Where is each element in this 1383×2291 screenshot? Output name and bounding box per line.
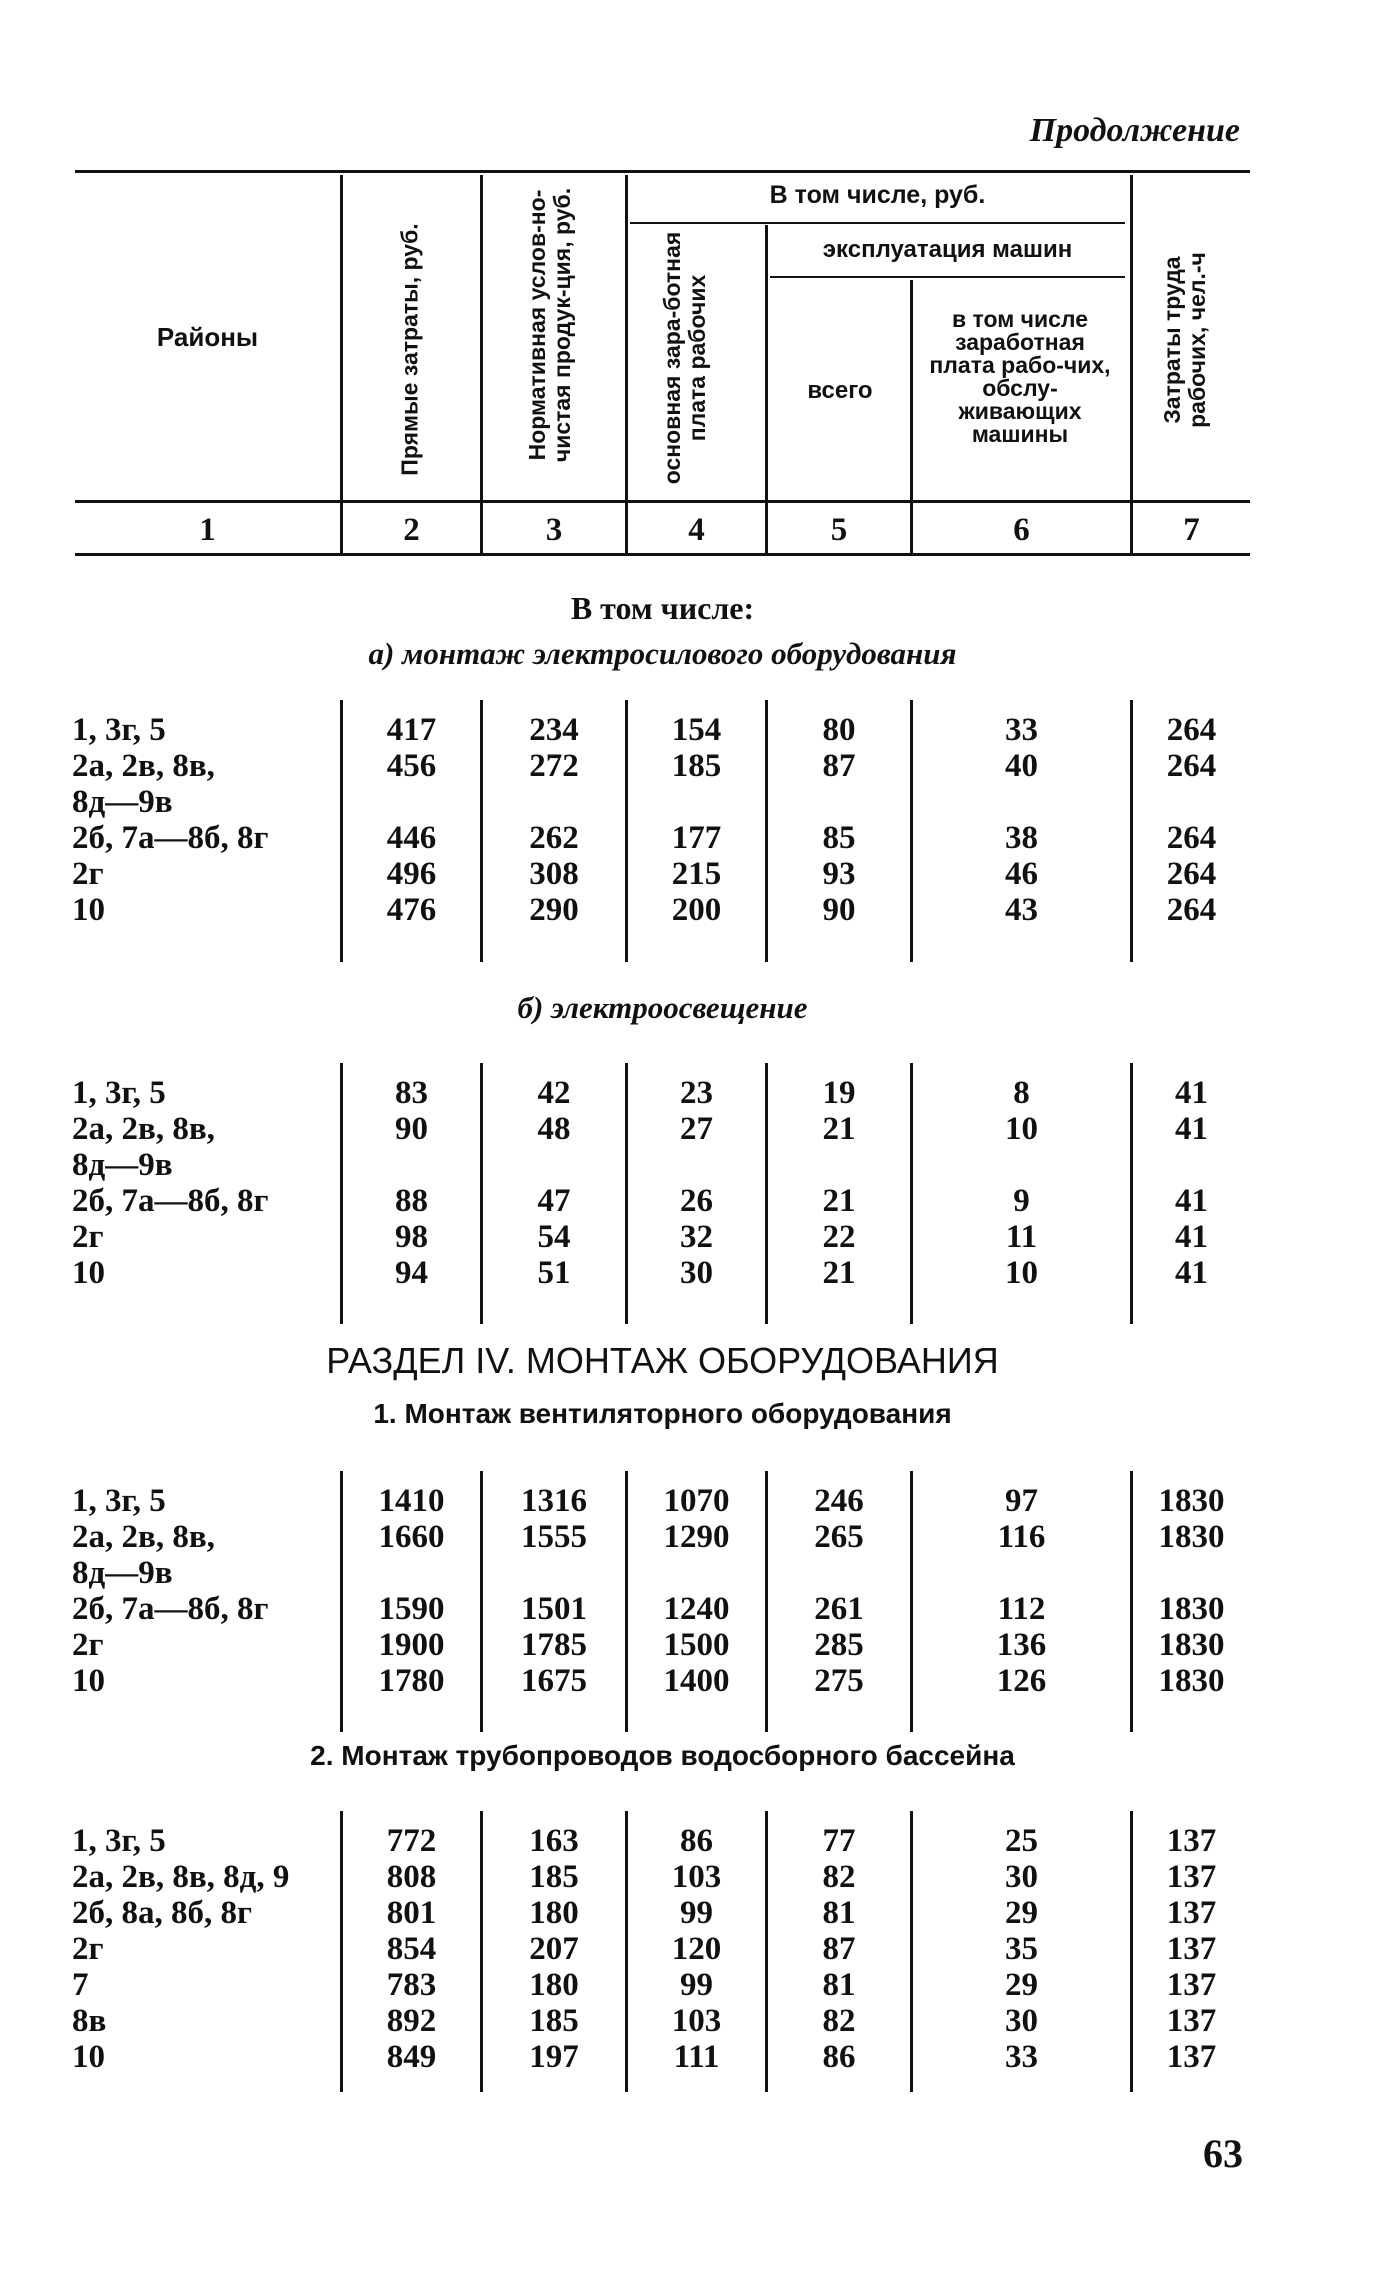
district-label <box>72 1663 342 1699</box>
section-iv-title: РАЗДЕЛ IV. МОНТАЖ ОБОРУДОВАНИЯ <box>326 1340 999 1381</box>
table-cell: 1780 <box>378 1663 445 1699</box>
table-cell: 496 <box>386 856 437 892</box>
table-cell: 8 <box>1013 1075 1030 1111</box>
table-cell: 264 <box>1166 820 1217 856</box>
district-label <box>72 1219 342 1255</box>
table-cell: 41 <box>1175 1111 1208 1147</box>
table-cell: 185 <box>671 748 722 784</box>
district-label-line: 10 <box>72 2039 105 2075</box>
col-districts-header: Районы <box>156 322 259 352</box>
col-number: 4 <box>688 512 705 548</box>
header-vrule <box>625 175 628 555</box>
table-cell: 54 <box>537 1219 571 1255</box>
district-label <box>72 2039 342 2075</box>
table-cell: 308 <box>529 856 579 892</box>
table-cell: 41 <box>1175 1075 1208 1111</box>
district-label <box>72 1519 342 1591</box>
header-vrule <box>1130 175 1133 555</box>
group-machines-rule <box>770 276 1125 278</box>
district-label-line: 10 <box>72 892 105 928</box>
district-label-line: 1, 3г, 5 <box>72 712 166 748</box>
table-cell: 120 <box>671 1931 722 1967</box>
table-cell: 30 <box>1005 2003 1038 2039</box>
table-cell: 32 <box>680 1219 713 1255</box>
header-mid-rule <box>75 500 1250 503</box>
table-cell: 10 <box>1005 1255 1038 1291</box>
table-cell: 48 <box>537 1111 571 1147</box>
table-cell: 185 <box>529 2003 579 2039</box>
district-label-line: 10 <box>72 1663 105 1699</box>
table-cell: 180 <box>529 1895 579 1931</box>
col-net-product-header: Нормативная услов-но-чистая продук-ция, руб. <box>524 187 575 463</box>
table-cell: 783 <box>386 1967 437 2003</box>
table-cell: 1290 <box>663 1519 730 1555</box>
district-label-line: 8в <box>72 2003 107 2039</box>
table-cell: 262 <box>529 820 579 856</box>
table-cell: 275 <box>814 1663 864 1699</box>
district-label-line: 2а, 2в, 8в, <box>72 748 215 784</box>
table-cell: 285 <box>814 1627 864 1663</box>
table-cell: 246 <box>814 1483 864 1519</box>
table-cell: 154 <box>671 712 722 748</box>
table-cell: 476 <box>386 892 437 928</box>
table-cell: 30 <box>1005 1859 1038 1895</box>
table-cell: 137 <box>1166 2039 1217 2075</box>
district-label-line: 1, 3г, 5 <box>72 1823 166 1859</box>
table-cell: 137 <box>1166 1859 1217 1895</box>
table-cell: 1660 <box>378 1519 445 1555</box>
table-cell: 1555 <box>521 1519 587 1555</box>
table-cell: 1501 <box>521 1591 587 1627</box>
table-cell: 1500 <box>663 1627 730 1663</box>
district-label <box>72 892 342 928</box>
district-label-line: 2а, 2в, 8в, <box>72 1519 215 1555</box>
table-cell: 265 <box>814 1519 864 1555</box>
table-cell: 1675 <box>521 1663 587 1699</box>
table-cell: 1830 <box>1158 1591 1225 1627</box>
table-cell: 1400 <box>663 1663 730 1699</box>
table-cell: 82 <box>822 2003 856 2039</box>
district-label-line: 2а, 2в, 8в, <box>72 1111 215 1147</box>
table-cell: 137 <box>1166 1931 1217 1967</box>
table-cell: 137 <box>1166 2003 1217 2039</box>
district-label <box>72 1483 342 1519</box>
table-cell: 215 <box>671 856 722 892</box>
table-cell: 126 <box>996 1663 1047 1699</box>
table-cell: 41 <box>1175 1255 1208 1291</box>
table-cell: 180 <box>529 1967 579 2003</box>
table-cell: 38 <box>1005 820 1038 856</box>
table-cell: 25 <box>1005 1823 1038 1859</box>
group-machine-operation-header: эксплуатация машин <box>822 236 1073 263</box>
table-cell: 90 <box>822 892 856 928</box>
col-number: 1 <box>199 512 216 548</box>
district-label <box>72 1895 342 1931</box>
group-top-rule <box>630 222 1125 224</box>
table-cell: 29 <box>1005 1967 1038 2003</box>
district-label-line: 2б, 7а—8б, 8г <box>72 820 269 856</box>
district-label-line: 2б, 7а—8б, 8г <box>72 1591 269 1627</box>
table-cell: 30 <box>680 1255 713 1291</box>
table-cell: 40 <box>1005 748 1038 784</box>
district-label <box>72 1183 342 1219</box>
table-cell: 849 <box>386 2039 437 2075</box>
col-number: 3 <box>545 512 563 548</box>
table-cell: 22 <box>822 1219 856 1255</box>
table-cell: 86 <box>680 1823 713 1859</box>
district-label <box>72 712 342 748</box>
district-label-line: 7 <box>72 1967 89 2003</box>
table-cell: 1240 <box>663 1591 730 1627</box>
table-cell: 94 <box>395 1255 428 1291</box>
table-cell: 42 <box>537 1075 571 1111</box>
table-cell: 272 <box>529 748 579 784</box>
group-included-header: В том числе, руб. <box>769 181 986 209</box>
table-cell: 103 <box>671 2003 722 2039</box>
section-a-title: а) монтаж электросилового оборудования <box>368 636 957 671</box>
table-cell: 1410 <box>378 1483 445 1519</box>
table-cell: 1785 <box>521 1627 587 1663</box>
table-cell: 47 <box>537 1183 571 1219</box>
table-cell: 83 <box>395 1075 428 1111</box>
district-label <box>72 1627 342 1663</box>
table-cell: 87 <box>822 1931 856 1967</box>
district-label-line: 2а, 2в, 8в, 8д, 9 <box>72 1859 290 1895</box>
table-cell: 177 <box>671 820 722 856</box>
district-label-line: 2г <box>72 1627 104 1663</box>
district-label-line: 10 <box>72 1255 105 1291</box>
district-label-line: 8д—9в <box>72 784 173 820</box>
col-number: 7 <box>1183 512 1200 548</box>
header-bottom-rule <box>75 553 1250 556</box>
page-number: 63 <box>1203 2131 1243 2176</box>
table-cell: 1830 <box>1158 1519 1225 1555</box>
table-cell: 97 <box>1005 1483 1038 1519</box>
table-cell: 21 <box>822 1183 856 1219</box>
table-cell: 261 <box>814 1591 864 1627</box>
district-label <box>72 1111 342 1183</box>
district-label-line: 8д—9в <box>72 1147 173 1183</box>
col-number: 5 <box>830 512 848 548</box>
district-label-line: 2б, 8а, 8б, 8г <box>72 1895 252 1931</box>
district-label <box>72 1255 342 1291</box>
col-total-header: всего <box>807 377 873 404</box>
table-cell: 80 <box>822 712 856 748</box>
table-cell: 21 <box>822 1111 856 1147</box>
section-b-title: б) электроосвещение <box>517 990 808 1025</box>
district-label <box>72 1967 342 2003</box>
table-cell: 1830 <box>1158 1627 1225 1663</box>
district-label <box>72 1931 342 1967</box>
district-label-line: 2г <box>72 1219 104 1255</box>
table-cell: 137 <box>1166 1967 1217 2003</box>
table-cell: 26 <box>680 1183 713 1219</box>
district-label <box>72 856 342 892</box>
district-label <box>72 2003 342 2039</box>
table-cell: 81 <box>822 1967 856 2003</box>
header-vrule <box>765 225 768 555</box>
table-cell: 137 <box>1166 1895 1217 1931</box>
table-cell: 81 <box>822 1895 856 1931</box>
table-cell: 137 <box>1166 1823 1217 1859</box>
table-cell: 801 <box>386 1895 437 1931</box>
col-base-wage-header: основная зара-ботная плата рабочих <box>659 231 710 485</box>
header-vrule <box>480 175 483 555</box>
col-direct-costs-header: Прямые затраты, руб. <box>396 223 423 476</box>
district-label <box>72 820 342 856</box>
col-operator-wage-header: в том числе заработная плата рабо-чих, обслу-живающих машины <box>929 306 1111 447</box>
table-cell: 51 <box>537 1255 571 1291</box>
district-label-line: 8д—9в <box>72 1555 173 1591</box>
table-cell: 11 <box>1005 1219 1038 1255</box>
header-vrule <box>340 175 343 555</box>
table-cell: 264 <box>1166 856 1217 892</box>
table-cell: 808 <box>386 1859 437 1895</box>
table-cell: 290 <box>529 892 579 928</box>
table-cell: 87 <box>822 748 856 784</box>
col-number: 2 <box>403 512 420 548</box>
table-cell: 41 <box>1175 1219 1208 1255</box>
table-cell: 185 <box>529 1859 579 1895</box>
district-label <box>72 748 342 820</box>
table-cell: 35 <box>1005 1931 1038 1967</box>
table-cell: 98 <box>395 1219 428 1255</box>
table-cell: 163 <box>529 1823 579 1859</box>
col-number: 6 <box>1013 512 1030 548</box>
table-cell: 417 <box>386 712 437 748</box>
table-cell: 234 <box>529 712 579 748</box>
table-cell: 19 <box>822 1075 856 1111</box>
district-label <box>72 1859 342 1895</box>
table-cell: 46 <box>1005 856 1038 892</box>
table-cell: 103 <box>671 1859 722 1895</box>
table-cell: 99 <box>680 1967 713 2003</box>
table-cell: 116 <box>997 1519 1046 1555</box>
table-cell: 1830 <box>1158 1663 1225 1699</box>
table-cell: 21 <box>822 1255 856 1291</box>
table-cell: 264 <box>1166 712 1217 748</box>
district-label-line: 2г <box>72 1931 104 1967</box>
table-cell: 99 <box>680 1895 713 1931</box>
col-labor-header: Затраты труда рабочих, чел.-ч <box>1159 252 1210 428</box>
table-cell: 1590 <box>378 1591 445 1627</box>
table-cell: 90 <box>395 1111 428 1147</box>
table-cell: 112 <box>997 1591 1046 1627</box>
district-label <box>72 1823 342 1859</box>
table-cell: 33 <box>1005 2039 1038 2075</box>
table-cell: 772 <box>386 1823 437 1859</box>
district-label-line: 1, 3г, 5 <box>72 1483 166 1519</box>
table-cell: 200 <box>671 892 722 928</box>
table-cell: 41 <box>1175 1183 1208 1219</box>
district-label <box>72 1591 342 1627</box>
subsection-1-title: 1. Монтаж вентиляторного оборудования <box>373 1398 952 1429</box>
district-label-line: 2г <box>72 856 104 892</box>
table-cell: 27 <box>680 1111 713 1147</box>
district-label-line: 1, 3г, 5 <box>72 1075 166 1111</box>
table-cell: 264 <box>1166 748 1217 784</box>
table-cell: 111 <box>673 2039 720 2075</box>
table-cell: 88 <box>395 1183 428 1219</box>
table-cell: 43 <box>1005 892 1038 928</box>
table-cell: 136 <box>996 1627 1047 1663</box>
table-cell: 446 <box>386 820 437 856</box>
table-cell: 207 <box>529 1931 579 1967</box>
district-label <box>72 1075 342 1111</box>
table-cell: 892 <box>386 2003 437 2039</box>
table-cell: 86 <box>822 2039 856 2075</box>
table-cell: 33 <box>1005 712 1038 748</box>
table-cell: 1070 <box>663 1483 730 1519</box>
table-cell: 23 <box>680 1075 713 1111</box>
subsection-2-title: 2. Монтаж трубопроводов водосборного бассейна <box>310 1740 1015 1771</box>
table-cell: 197 <box>529 2039 579 2075</box>
table-cell: 9 <box>1013 1183 1030 1219</box>
table-cell: 93 <box>822 856 856 892</box>
table-cell: 29 <box>1005 1895 1038 1931</box>
table-cell: 456 <box>386 748 437 784</box>
including-caption: В том числе: <box>570 590 755 626</box>
table-cell: 10 <box>1005 1111 1038 1147</box>
table-cell: 1900 <box>378 1627 445 1663</box>
district-label-line: 2б, 7а—8б, 8г <box>72 1183 269 1219</box>
table-cell: 77 <box>822 1823 856 1859</box>
table-cell: 85 <box>822 820 856 856</box>
table-cell: 264 <box>1166 892 1217 928</box>
table-cell: 1316 <box>521 1483 587 1519</box>
header-top-rule <box>75 170 1250 173</box>
table-cell: 1830 <box>1158 1483 1225 1519</box>
table-cell: 854 <box>386 1931 437 1967</box>
table-cell: 82 <box>822 1859 856 1895</box>
continuation-label: Продолжение <box>1029 112 1240 149</box>
